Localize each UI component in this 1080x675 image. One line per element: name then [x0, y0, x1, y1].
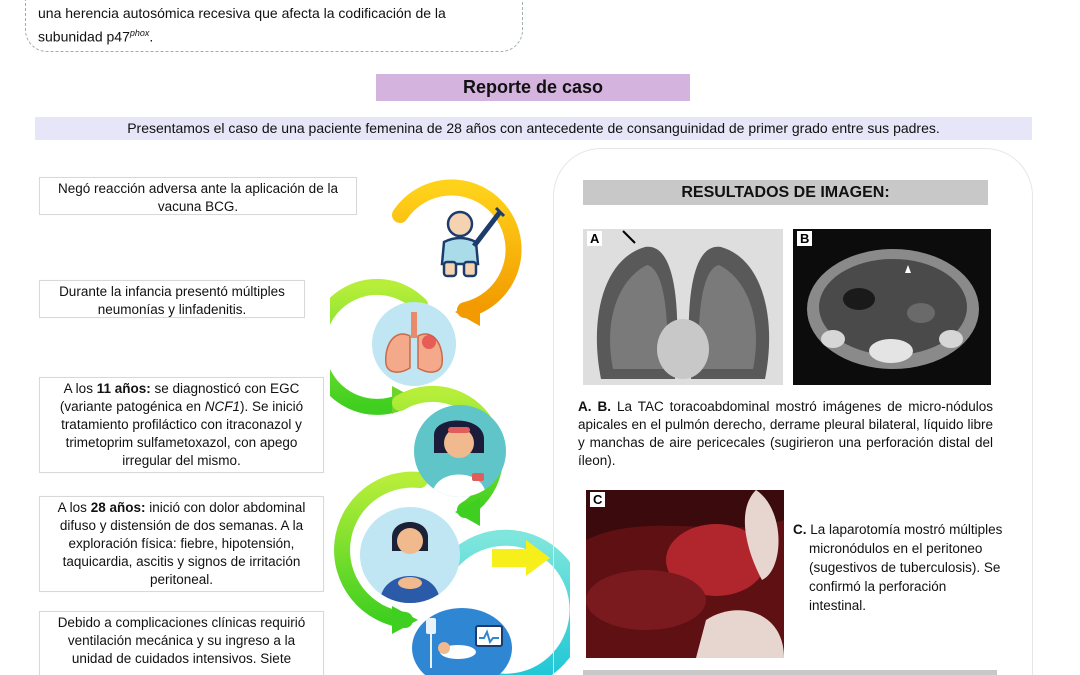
laparotomy-description: C. La laparotomía mostró múltiples micronódulos en el peritoneo (sugestivos de tuberculosis). Se confirmó la perforación intestinal.	[793, 522, 1003, 613]
top-text-box	[25, 0, 523, 52]
case-intro: Presentamos el caso de una paciente femenina de 28 años con antecedente de consanguinidad de primer grado entre sus padres.	[35, 117, 1032, 140]
chest-ct-image	[583, 229, 783, 385]
top-text-line1: una herencia autosómica recesiva que afecta la codificación de la	[38, 5, 446, 21]
timeline-card-icu: Debido a complicaciones clínicas requirió ventilación mecánica y su ingreso a la unidad de cuidados intensivos. Siete	[39, 611, 324, 675]
ct-description: A. B. La TAC toracoabdominal mostró imágenes de micro-nódulos apicales en el pulmón derecho, derrame pleural bilateral, líquido libre y manchas de aire pericecales (sugirieron una perforación distal del íleon).	[578, 399, 993, 468]
girl-bandage-icon	[414, 405, 506, 497]
image-label-b: B	[797, 231, 812, 246]
results-bottom-bar	[583, 670, 997, 675]
abdominal-ct-image	[793, 229, 991, 385]
timeline-card-bcg: Negó reacción adversa ante la aplicación de la vacuna BCG.	[39, 177, 357, 215]
section-title: Reporte de caso	[376, 74, 690, 101]
phox-superscript: phox	[129, 28, 150, 38]
results-title: RESULTADOS DE IMAGEN:	[583, 180, 988, 205]
top-text-line2: subunidad $p47^{phox}$.	[38, 28, 154, 45]
timeline-card-infancy: Durante la infancia presentó múltiples neumonías y linfadenitis.	[39, 280, 305, 318]
image-label-c: C	[590, 492, 605, 507]
laparotomy-photo	[586, 490, 784, 658]
yellow-right-arrow-icon	[492, 540, 550, 576]
timeline-card-age-11: A los 11 años: se diagnosticó con EGC (variante patogénica en NCF1). Se inició tratamiento profiláctico con itraconazol y trimetoprim sulfametoxazol, con apego irregular del mismo.	[39, 377, 324, 473]
arc-green-3-arrowhead	[392, 606, 418, 634]
baby-vaccine-icon	[430, 202, 506, 282]
timeline-card-age-28: A los 28 años: inició con dolor abdominal difuso y distensión de dos semanas. A la exploración física: fiebre, hipotensión, taquicardia, ascitis y signos de irritación peritoneal.	[39, 496, 324, 592]
abdominal-pain-icon	[360, 507, 460, 603]
image-label-a: A	[587, 231, 602, 246]
lungs-icon	[372, 302, 456, 386]
